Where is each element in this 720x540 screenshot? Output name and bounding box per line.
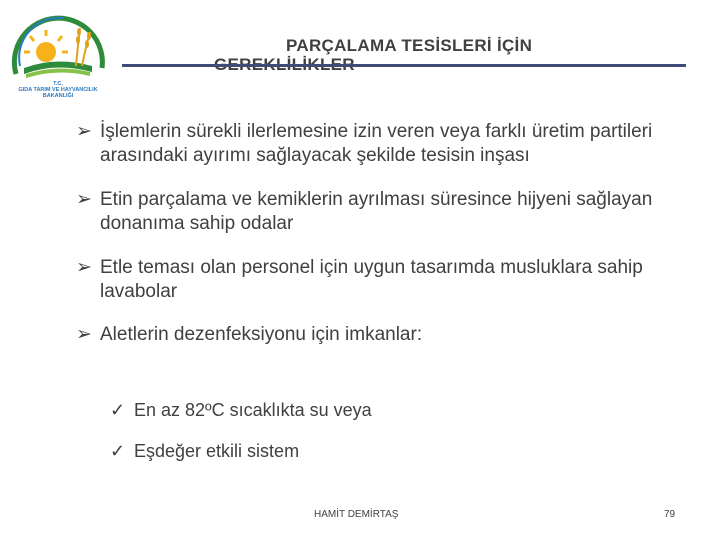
sub-bullet-text: Eşdeğer etkili sistem bbox=[134, 441, 300, 461]
arrow-bullet-icon: ➢ bbox=[76, 189, 92, 210]
bullet-item bbox=[76, 323, 696, 347]
bullet-text: Etin parçalama ve kemiklerin ayrılması süresince hijyeni sağlayan donanıma sahip odalar bbox=[100, 189, 653, 234]
arrow-bullet-icon: ➢ bbox=[76, 257, 92, 278]
ministry-logo-graphic bbox=[6, 4, 110, 100]
bullet-text: İşlemlerin sürekli ilerlemesine izin veren veya farklı üretim partileri arasındaki ayırımı sağlayacak şekilde tesisin inşası bbox=[100, 121, 653, 166]
bullet-item bbox=[76, 188, 696, 236]
title-divider bbox=[122, 64, 686, 67]
bullet-list bbox=[76, 120, 696, 347]
sub-bullet-item bbox=[110, 400, 372, 421]
page-title bbox=[214, 36, 694, 74]
page-number: 79 bbox=[664, 509, 676, 520]
bullet-item bbox=[76, 256, 696, 304]
bullet-text: Etle teması olan personel için uygun tasarımda musluklara sahip lavabolar bbox=[100, 257, 643, 302]
sub-bullet-item bbox=[110, 441, 299, 462]
logo-text-mid: GIDA TARIM VE HAYVANCILIK bbox=[18, 87, 98, 93]
sub-bullet-text: En az 82ºC sıcaklıkta su veya bbox=[134, 400, 372, 420]
bullet-text: Aletlerin dezenfeksiyonu için imkanlar: bbox=[100, 324, 423, 345]
check-icon: ✓ bbox=[110, 400, 126, 420]
bullet-item bbox=[76, 120, 696, 168]
logo-text-bottom: BAKANLIĞI bbox=[42, 93, 74, 99]
logo-text-top: T.C. bbox=[53, 81, 63, 87]
footer-author: HAMİT DEMİRTAŞ bbox=[314, 509, 399, 520]
title-line-1: PARÇALAMA TESİSLERİ İÇİN bbox=[286, 36, 533, 55]
arrow-bullet-icon: ➢ bbox=[76, 324, 92, 345]
ministry-logo bbox=[6, 4, 110, 100]
check-icon: ✓ bbox=[110, 441, 126, 461]
arrow-bullet-icon: ➢ bbox=[76, 121, 92, 142]
